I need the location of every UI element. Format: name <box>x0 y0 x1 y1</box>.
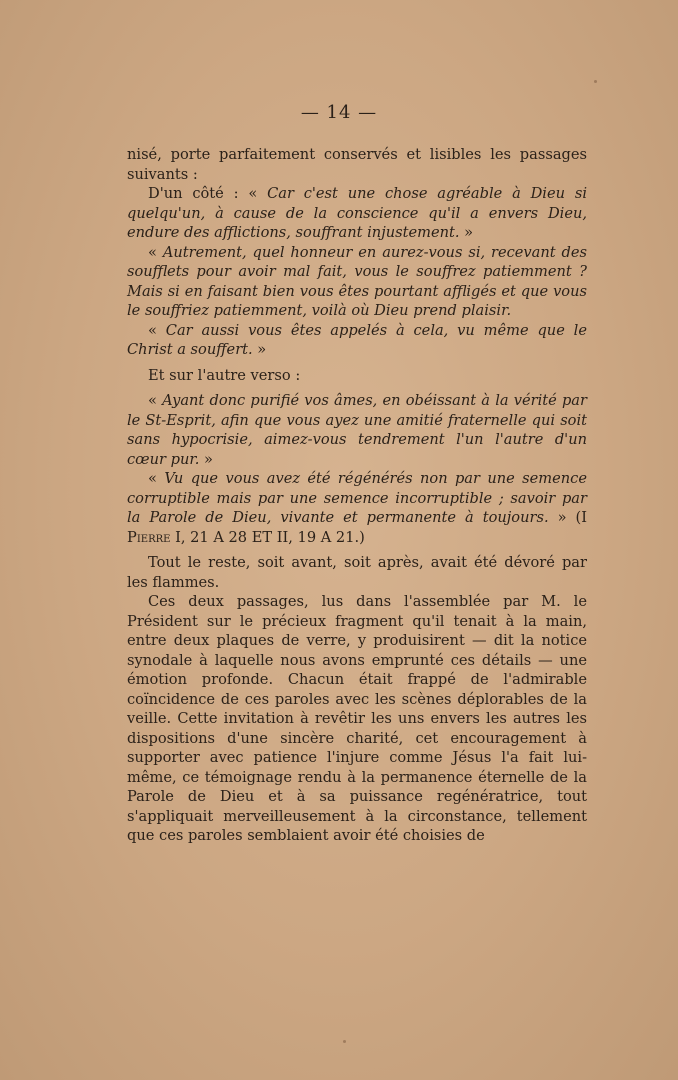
quote-text: Ayant donc purifié vos âmes, en obéissant à la vérité par le St-Esprit, afin que vous ayez une amitié fraternelle qui soit sans hypocrisie, aimez-vous tendrement l'un l'autre d'un cœur pur. <box>127 392 587 468</box>
paragraph-narrative-1: Tout le reste, soit avant, soit après, avait été dévoré par les flammes. <box>127 554 587 591</box>
page-body <box>127 145 587 846</box>
page-number: — 14 — <box>300 102 378 123</box>
quote-open: « <box>148 392 163 409</box>
quote-open: « <box>148 470 165 487</box>
quote-close: » <box>199 450 213 468</box>
paragraph-transition: Et sur l'autre verso : <box>148 366 301 384</box>
quote-intro: D'un côté : « <box>148 185 268 202</box>
paragraph-narrative-2: Ces deux passages, lus dans l'assemblée par M. le Président sur le précieux fragment qu'il tenait à la main, entre deux plaques de verre, y produisirent — dit la notice synodale à laquelle nous avons emprunté ces détails — une émotion profonde. Chacun était frappé de l'admirable coïncidence de ces paroles avec les scènes déplorables de la veille. Cette invitation à revêtir les uns envers les autres les dispositions d'une sincère charité, cet encouragement à supporter avec patience l'injure comme Jésus l'a fait lui-même, ce témoignage rendu à la permanence éternelle de la Parole de Dieu et à sa puissance regénératrice, tout s'appliquait merveilleusement à la circonstance, tellement que ces paroles semblaient avoir été choisies de <box>127 593 587 844</box>
quote-open: « <box>148 243 163 261</box>
citation-reference: I, 21 A 28 ET II, 19 A 21.) <box>170 528 365 546</box>
quote-text: Car aussi vous êtes appelés à cela, vu même que le Christ a souffert. <box>127 321 587 358</box>
quote-open: « <box>148 321 166 339</box>
citation-book: Pierre <box>127 528 171 546</box>
paragraph-quote-4 <box>127 391 587 469</box>
quote-close: » <box>252 341 267 358</box>
quote-text: Vu que vous avez été régénérés non par une semence corruptible mais par une semence incorruptible ; savoir par la Parole de Dieu, vivante et permanente à toujours. <box>127 470 587 526</box>
paragraph-quote-3 <box>127 321 587 360</box>
quote-close: » <box>459 224 474 241</box>
paragraph-quote-5 <box>127 469 587 547</box>
paper-spot <box>343 1040 346 1043</box>
quote-text: Car c'est une chose agréable à Dieu si quelqu'un, à cause de la conscience qu'il a envers Dieu, endure des afflictions, souffrant injustement. <box>127 185 587 241</box>
paragraph-quote-1 <box>127 184 587 243</box>
citation-open: » (I <box>548 509 588 526</box>
paragraph-quote-2 <box>127 243 587 321</box>
quote-text: Autrement, quel honneur en aurez-vous si, recevant des soufflets pour avoir mal fait, vous le souffrez patiemment ? Mais si en faisant bien vous êtes pourtant affligés et que vous le souffriez patiemment, voilà où Dieu prend plaisir. <box>127 243 587 319</box>
paragraph-continuation: nisé, porte parfaitement conservés et lisibles les passages suivants : <box>127 146 587 183</box>
paper-spot <box>594 80 597 83</box>
